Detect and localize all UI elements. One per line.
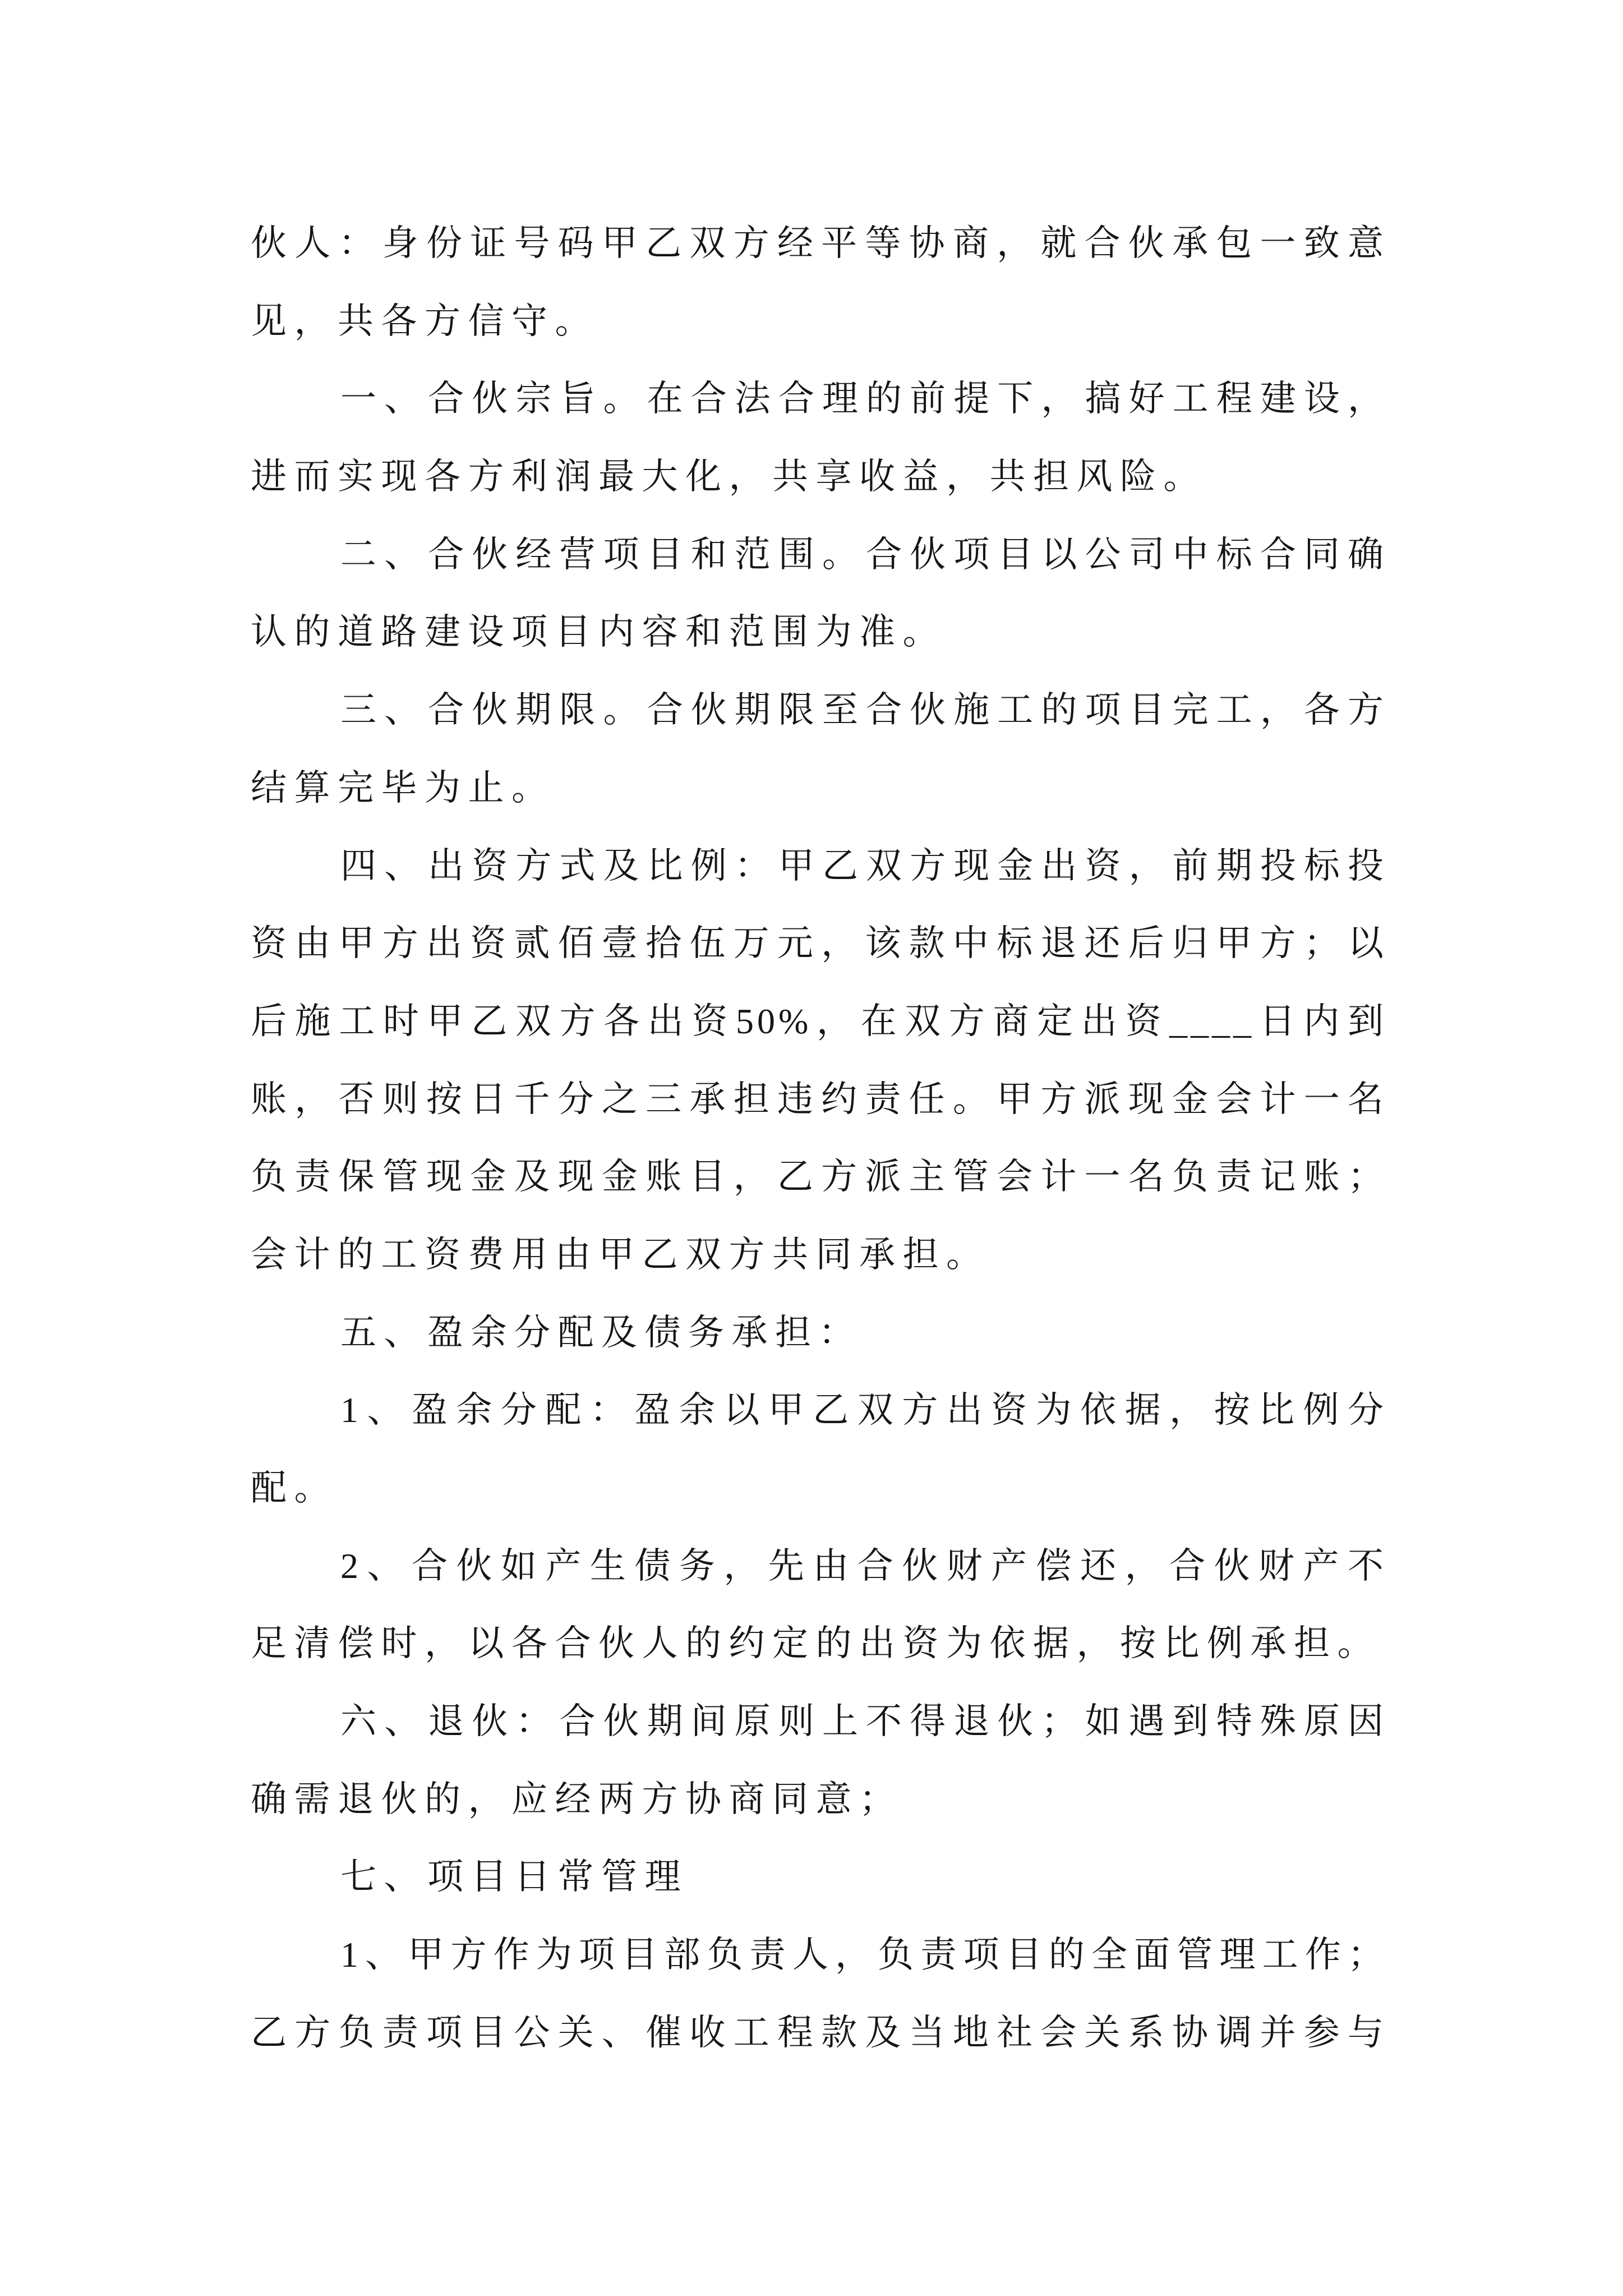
text-line: 乙方负责项目公关、催收工程款及当地社会关系协调并参与 — [251, 2012, 1387, 2053]
paragraph — [251, 1372, 1387, 1527]
paragraph — [251, 360, 1387, 516]
paragraph — [251, 1294, 1387, 1372]
text-line: 会计的工资费用由甲乙双方共同承担。 — [251, 1234, 990, 1274]
text-line: 足清偿时，以各合伙人的约定的出资为依据，按比例承担。 — [251, 1623, 1381, 1664]
text-line: 六、退伙：合伙期间原则上不得退伙；如遇到特殊原因 — [340, 1701, 1387, 1742]
text-line: 三、合伙期限。合伙期限至合伙施工的项目完工，各方 — [340, 690, 1387, 730]
text-line: 七、项目日常管理 — [340, 1857, 688, 1897]
text-line: 结算完毕为止。 — [251, 767, 555, 808]
text-line: 进而实现各方利润最大化，共享收益，共担风险。 — [251, 457, 1207, 497]
text-line: 五、盈余分配及债务承担： — [340, 1312, 862, 1352]
text-line: 1、甲方作为项目部负责人，负责项目的全面管理工作； — [340, 1935, 1387, 1975]
text-line: 配。 — [251, 1468, 338, 1508]
text-line: 2、合伙如产生债务，先由合伙财产偿还，合伙财产不 — [340, 1545, 1387, 1586]
paragraph — [251, 1527, 1387, 1683]
text-line: 确需退伙的，应经两方协商同意； — [251, 1779, 903, 1819]
paragraph — [251, 1838, 1387, 1916]
text-line: 四、出资方式及比例：甲乙双方现金出资，前期投标投 — [340, 845, 1387, 886]
document-body — [251, 205, 1387, 2072]
text-line: 1、盈余分配：盈余以甲乙双方出资为依据，按比例分 — [340, 1390, 1387, 1430]
text-line: 后施工时甲乙双方各出资50%，在双方商定出资____日内到 — [251, 1001, 1387, 1041]
text-line: 负责保管现金及现金账目，乙方派主管会计一名负责记账； — [251, 1157, 1387, 1197]
paragraph — [251, 1683, 1387, 1838]
paragraph — [251, 671, 1387, 827]
text-line: 伙人：身份证号码甲乙双方经平等协商，就合伙承包一致意 — [251, 223, 1387, 263]
text-line: 二、合伙经营项目和范围。合伙项目以公司中标合同确 — [340, 534, 1387, 574]
paragraph — [251, 205, 1387, 360]
text-line: 账，否则按日千分之三承担违约责任。甲方派现金会计一名 — [251, 1079, 1387, 1119]
text-line: 见，共各方信守。 — [251, 301, 598, 341]
paragraph — [251, 1916, 1387, 2072]
text-line: 资由甲方出资贰佰壹拾伍万元，该款中标退还后归甲方；以 — [251, 923, 1387, 964]
paragraph — [251, 827, 1387, 1294]
paragraph — [251, 516, 1387, 671]
text-line: 一、合伙宗旨。在合法合理的前提下，搞好工程建设， — [340, 379, 1387, 419]
text-line: 认的道路建设项目内容和范围为准。 — [251, 612, 946, 652]
